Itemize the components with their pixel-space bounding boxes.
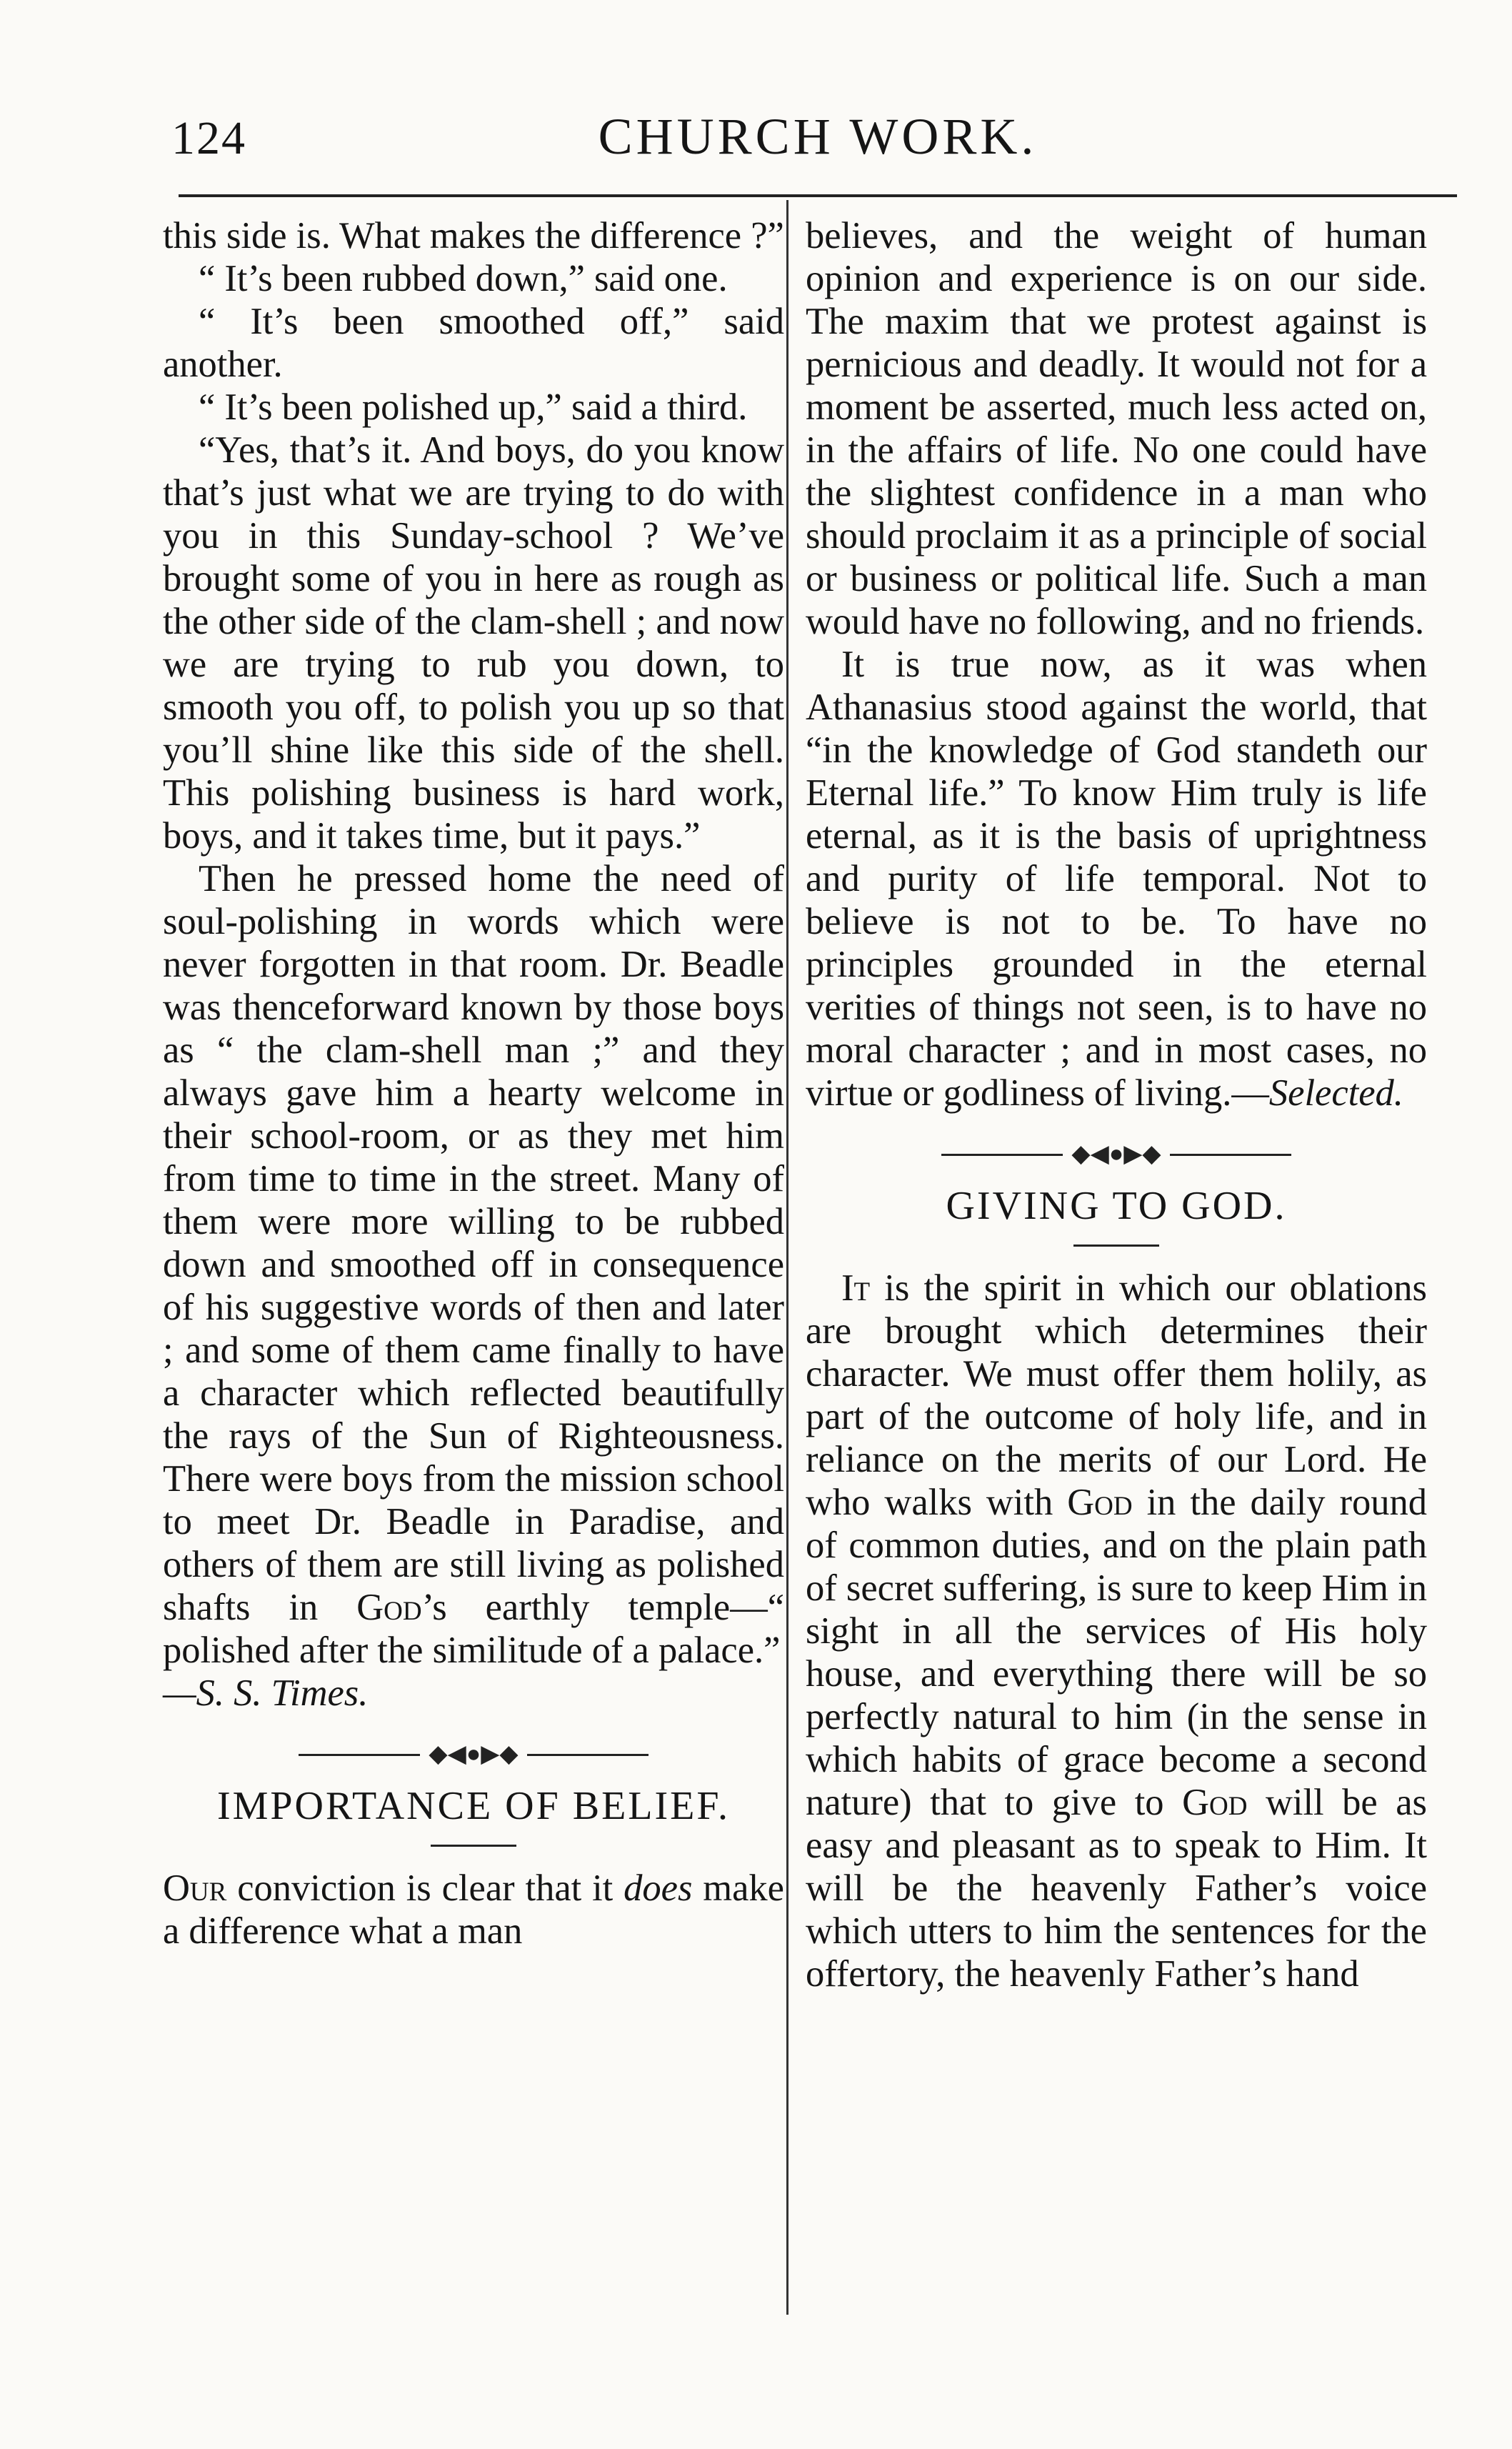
paragraph: this side is. What makes the difference ?” [163, 215, 784, 256]
right-column [806, 214, 1427, 1995]
text-run: God [1067, 1482, 1133, 1524]
section-title: GIVING TO GOD. [946, 1184, 1287, 1229]
text-run: Then he pressed home the need of soul-polishing in words which were never forgotten in that room. Dr. Beadle was thenceforward known by those boys as “ the clam-shell man ;” and they always gave him a hearty welcome in their school-room, or as they met him from time to time in the street. Many of them were more willing to be rubbed down and smoothed off in consequence of his suggestive words of then and later ; and some of them came finally to have a character which reflected beautifully the rays of the Sun of Righteousness. There were boys from the mission school to meet Dr. Beadle in Paradise, and others of them are still living as polished shafts in [163, 858, 784, 1628]
text-run: make a difference what a man [163, 1867, 784, 1952]
ornament-line [527, 1754, 649, 1756]
ornament-icon: ◆◀●▶◆ [1071, 1141, 1161, 1168]
text-run: God [1182, 1782, 1248, 1824]
text-run: It is true now, as it was when Athanasius stood against the world, that “in the knowledge of God standeth our Eternal life.” To know Him truly is life eternal, as it is the basis of uprightness and purity of life temporal. Not to believe is not to be. To have no principles grounded in the eternal verities of things not seen, is to have no moral character ; and in most cases, no virtue or godliness of living.— [806, 644, 1427, 1114]
title-rule [1073, 1245, 1159, 1247]
paragraph [806, 1267, 1427, 1995]
text-run: does [624, 1867, 693, 1910]
page-header [171, 107, 1464, 186]
drop-word: Our [163, 1867, 227, 1910]
text-run: God [356, 1587, 422, 1628]
drop-word: It [841, 1267, 871, 1310]
section-title: IMPORTANCE OF BELIEF. [216, 1784, 731, 1829]
paragraph [163, 857, 784, 1672]
article-source: —S. S. Times. [163, 1672, 369, 1714]
section-ornament [806, 1139, 1427, 1169]
left-column [163, 214, 784, 1952]
text-run: will be as easy and pleasant as to speak to Him. It will be the heavenly Father’s voice which utters to him the sentences for the offertory, the heavenly Father’s hand [806, 1782, 1427, 1995]
article-source: Selected. [1268, 1072, 1403, 1114]
title-rule [431, 1845, 516, 1847]
section-ornament [163, 1739, 784, 1769]
text-run: ’s earthly temple—“ polished after the similitude of a palace.” [163, 1587, 784, 1671]
text-run: is the spirit in which our oblations are brought which determines their character. We must offer them holily, as part of the outcome of holy life, and in reliance on the merits of our Lord. He who walks with [806, 1267, 1427, 1524]
paragraph: “ It’s been smoothed off,” said another. [163, 301, 784, 385]
paragraph: “ It’s been polished up,” said a third. [199, 386, 748, 428]
ornament-line [941, 1154, 1063, 1156]
page-number: 124 [171, 112, 246, 164]
header-rule [179, 194, 1457, 197]
ornament-line [299, 1754, 420, 1756]
paragraph: “ It’s been rubbed down,” said one. [199, 258, 728, 299]
paragraph: believes, and the weight of human opinion and experience is on our side. The maxim that we protest against is pernicious and deadly. It would not for a moment be asserted, much less acted on, in the affairs of life. No one could have the slightest confidence in a man who should proclaim it as a principle of social or business or political life. Such a man would have no following, and no friends. [806, 215, 1427, 642]
paragraph [163, 1867, 784, 1952]
running-title: CHURCH WORK. [598, 108, 1038, 165]
ornament-line [1170, 1154, 1291, 1156]
paragraph: “Yes, that’s it. And boys, do you know that’s just what we are trying to do with you in this Sunday-school ? We’ve brought some of you in here as rough as the other side of the clam-shell ; and now we are trying to rub you down, to smooth you off, to polish you up so that you’ll shine like this side of the shell. This polishing business is hard work, boys, and it takes time, but it pays.” [163, 429, 784, 857]
column-divider [786, 200, 788, 2315]
ornament-icon: ◆◀●▶◆ [429, 1741, 519, 1768]
paragraph [806, 643, 1427, 1114]
text-run: conviction is clear that it [226, 1867, 624, 1910]
text-run: in the daily round of common duties, and on the plain path of secret suffering, is sure to keep Him in sight in all the services of His holy house, and everything there will be so perfectly natural to him (in the sense in which habits of grace become a second nature) that to give to [806, 1482, 1428, 1824]
